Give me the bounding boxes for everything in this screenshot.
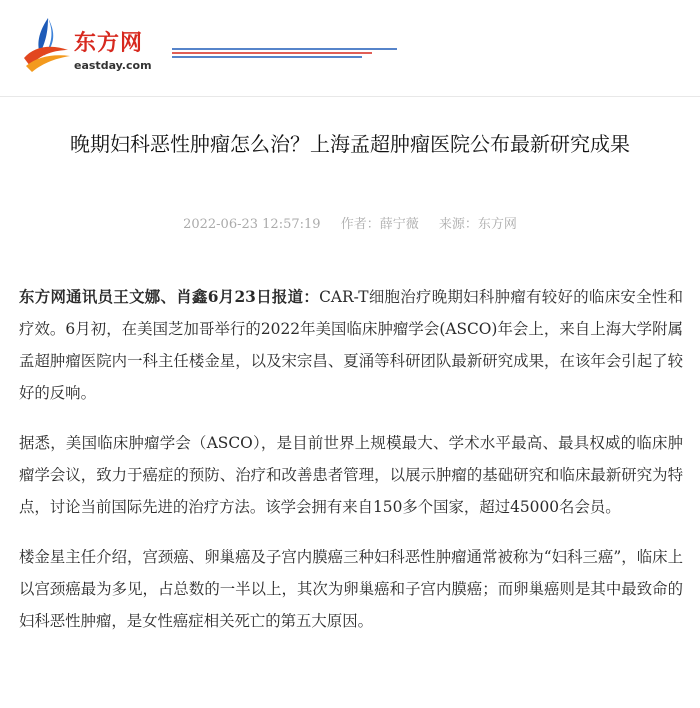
site-header	[0, 0, 700, 95]
logo-cn-text: 东方网	[74, 31, 144, 56]
author-label: 作者：	[340, 217, 380, 232]
paragraph-text: 楼金星主任介绍，宫颈癌、卵巢癌及子宫内膜癌三种妇科恶性肿瘤通常被称为“妇科三癌”，临床上以宫颈癌最为多见，占总数的一半以上，其次为卵巢癌和子宫内膜癌；而卵巢癌则是其中最致命的妇科恶性肿瘤，是女性癌症相关死亡的第五大原因。	[19, 548, 683, 630]
author-name: 薛宁薇	[379, 217, 419, 232]
publish-date: 2022-06-23 12:57:19	[183, 217, 321, 232]
paragraph-lead: 东方网通讯员王文娜、肖鑫6月23日报道：	[19, 288, 320, 306]
paragraph	[19, 281, 683, 409]
paragraph-text: 据悉，美国临床肿瘤学会（ASCO），是目前世界上规模最大、学术水平最高、最具权威的临床肿瘤学会议，致力于癌症的预防、治疗和改善患者管理，以展示肿瘤的基础研究和临床最新研究为特点，讨论当前国际先进的治疗方法。该学会拥有来自150多个国家，超过45000名会员。	[19, 434, 683, 516]
author-info	[341, 217, 419, 232]
source-name: 东方网	[477, 217, 517, 232]
paragraph	[19, 427, 683, 523]
paragraph	[19, 541, 683, 637]
source-label: 来源：	[438, 217, 478, 232]
header-divider	[0, 96, 700, 97]
paragraph-text: CAR-T细胞治疗晚期妇科肿瘤有较好的临床安全性和疗效。6月初，在美国芝加哥举行的2022年美国临床肿瘤学会(ASCO)年会上，来自上海大学附属孟超肿瘤医院内一科主任楼金星，以及宋宗昌、夏涌等科研团队最新研究成果，在该年会引起了较好的反响。	[19, 288, 683, 402]
header-decorative-lines	[172, 46, 397, 60]
source-info	[439, 217, 517, 232]
article-meta	[0, 215, 700, 235]
article-body	[19, 281, 683, 655]
eastday-logo-icon[interactable]	[18, 14, 78, 74]
article-title: 晚期妇科恶性肿瘤怎么治？上海孟超肿瘤医院公布最新研究成果	[70, 132, 630, 156]
logo-en-text: eastday.com	[74, 59, 152, 72]
